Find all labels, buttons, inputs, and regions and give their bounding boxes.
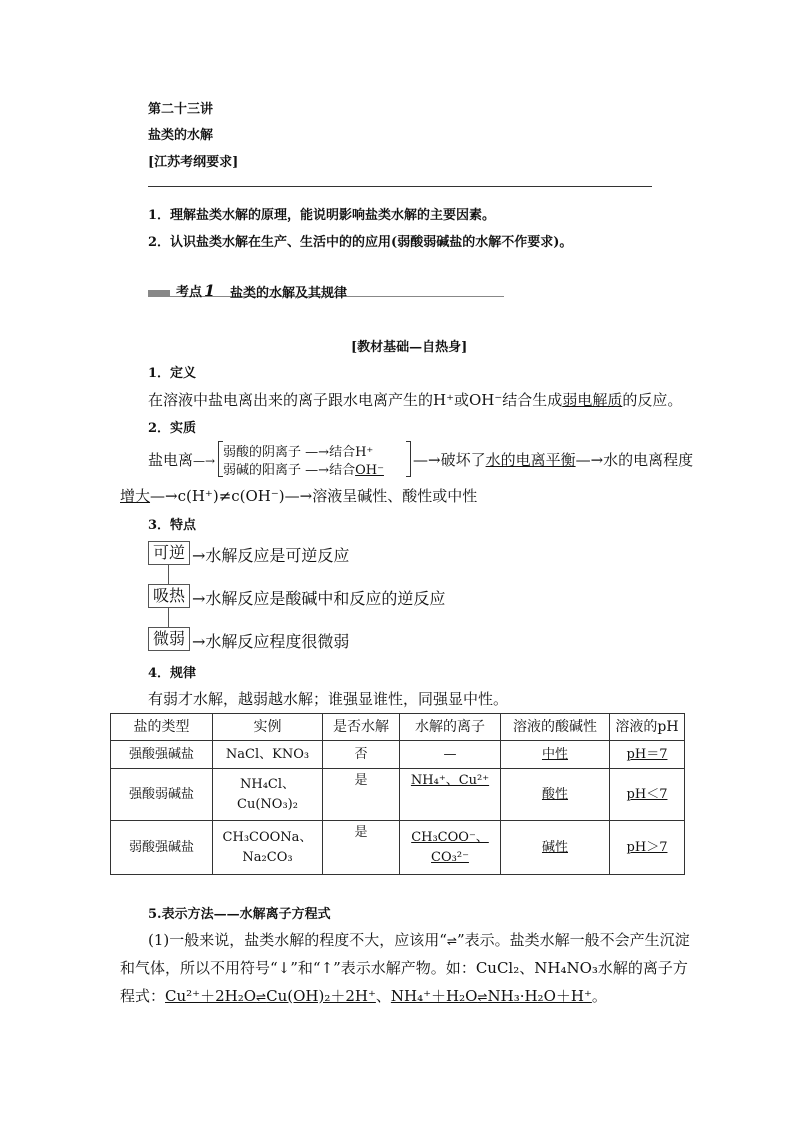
definition-heading: 1．定义	[148, 366, 197, 381]
representation-p1: (1)一般来说，盐类水解的程度不大，应该用“⇌”表示。盐类水解一般不会产生沉淀	[148, 931, 690, 949]
table-cell: pH＜7	[610, 769, 685, 821]
feature-tag-reversible: 可逆	[148, 541, 190, 565]
table-header: 实例	[213, 714, 323, 741]
table-header: 溶液的酸碱性	[501, 714, 610, 741]
table-header: 溶液的pH	[610, 714, 685, 741]
table-cell: 否	[323, 741, 400, 769]
table-cell: 酸性	[501, 769, 610, 821]
essence-branch-1: 弱酸的阴离子 —→结合H⁺	[223, 445, 374, 460]
table-cell: 中性	[501, 741, 610, 769]
features-heading: 3．特点	[148, 518, 197, 533]
table-cell: pH＞7	[610, 821, 685, 875]
table-cell: NaCl、KNO₃	[213, 741, 323, 769]
table-header: 是否水解	[323, 714, 400, 741]
section-heading: [教材基础—自热身]	[351, 340, 468, 355]
table-cell: 强酸强碱盐	[111, 741, 213, 769]
table-cell: CH₃COO⁻、 CO₃²⁻	[400, 821, 501, 875]
table-cell: —	[400, 741, 501, 769]
page-title: 盐类的水解	[148, 128, 214, 143]
essence-result: —→破坏了水的电离平衡—→水的电离程度	[413, 451, 694, 469]
representation-p2: 和气体，所以不用符号“↓”和“↑”表示水解产物。如：CuCl₂、NH₄NO₃水解的离子方	[120, 959, 688, 977]
kaodian-label: 考点 1	[176, 281, 216, 300]
table-row	[111, 741, 685, 769]
table-cell: 强酸弱碱盐	[111, 769, 213, 821]
table-header: 水解的离子	[400, 714, 501, 741]
table-row	[111, 769, 685, 821]
table-row	[111, 821, 685, 875]
rules-heading: 4．规律	[148, 666, 197, 681]
right-bracket	[406, 441, 411, 477]
essence-branch-2: 弱碱的阳离子 —→结合OH⁻	[223, 463, 384, 478]
table-cell: 弱酸强碱盐	[111, 821, 213, 875]
requirements-heading: [江苏考纲要求]	[148, 155, 239, 170]
feature-text-reversible: →水解反应是可逆反应	[192, 546, 350, 565]
feature-tag-endothermic: 吸热	[148, 584, 190, 608]
definition-text: 在溶液中盐电离出来的离子跟水电离产生的H⁺或OH⁻结合生成弱电解质的反应。	[148, 391, 683, 409]
hydrolysis-table	[110, 713, 685, 875]
essence-heading: 2．实质	[148, 421, 197, 436]
representation-p3: 程式：Cu²⁺＋2H₂O⇌Cu(OH)₂＋2H⁺、NH₄⁺＋H₂O⇌NH₃·H₂O＋H⁺。	[120, 987, 607, 1005]
requirement-2: 2．认识盐类水解在生产、生活中的的应用(弱酸弱碱盐的水解不作要求)。	[148, 235, 573, 250]
feature-text-weak: →水解反应程度很微弱	[192, 632, 350, 651]
table-cell: pH＝7	[610, 741, 685, 769]
essence-start: 盐电离—→	[148, 451, 216, 469]
table-cell: NH₄⁺、Cu²⁺	[400, 769, 501, 821]
table-cell: NH₄Cl、 Cu(NO₃)₂	[213, 769, 323, 821]
table-header: 盐的类型	[111, 714, 213, 741]
header-divider	[148, 186, 652, 187]
table-cell: CH₃COONa、 Na₂CO₃	[213, 821, 323, 875]
rules-text: 有弱才水解，越弱越水解；谁强显谁性，同强显中性。	[148, 690, 509, 708]
table-cell: 是	[323, 769, 400, 821]
feature-text-endothermic: →水解反应是酸碱中和反应的逆反应	[192, 589, 446, 608]
kaodian-title: 盐类的水解及其规律	[230, 286, 348, 301]
table-header-row	[111, 714, 685, 741]
essence-line-2: 增大—→c(H⁺)≠c(OH⁻)—→溶液呈碱性、酸性或中性	[120, 487, 478, 505]
lecture-number: 第二十三讲	[148, 102, 214, 117]
table-cell: 是	[323, 821, 400, 875]
table-cell: 碱性	[501, 821, 610, 875]
equilibrium-arrow-icon: ⇌	[256, 990, 267, 1004]
equilibrium-arrow-icon: ⇌	[477, 990, 488, 1004]
requirement-1: 1．理解盐类水解的原理，能说明影响盐类水解的主要因素。	[148, 208, 496, 223]
feature-connector	[168, 608, 169, 627]
feature-tag-weak: 微弱	[148, 627, 190, 651]
representation-heading: 5.表示方法——水解离子方程式	[148, 907, 331, 922]
feature-connector	[168, 565, 169, 584]
